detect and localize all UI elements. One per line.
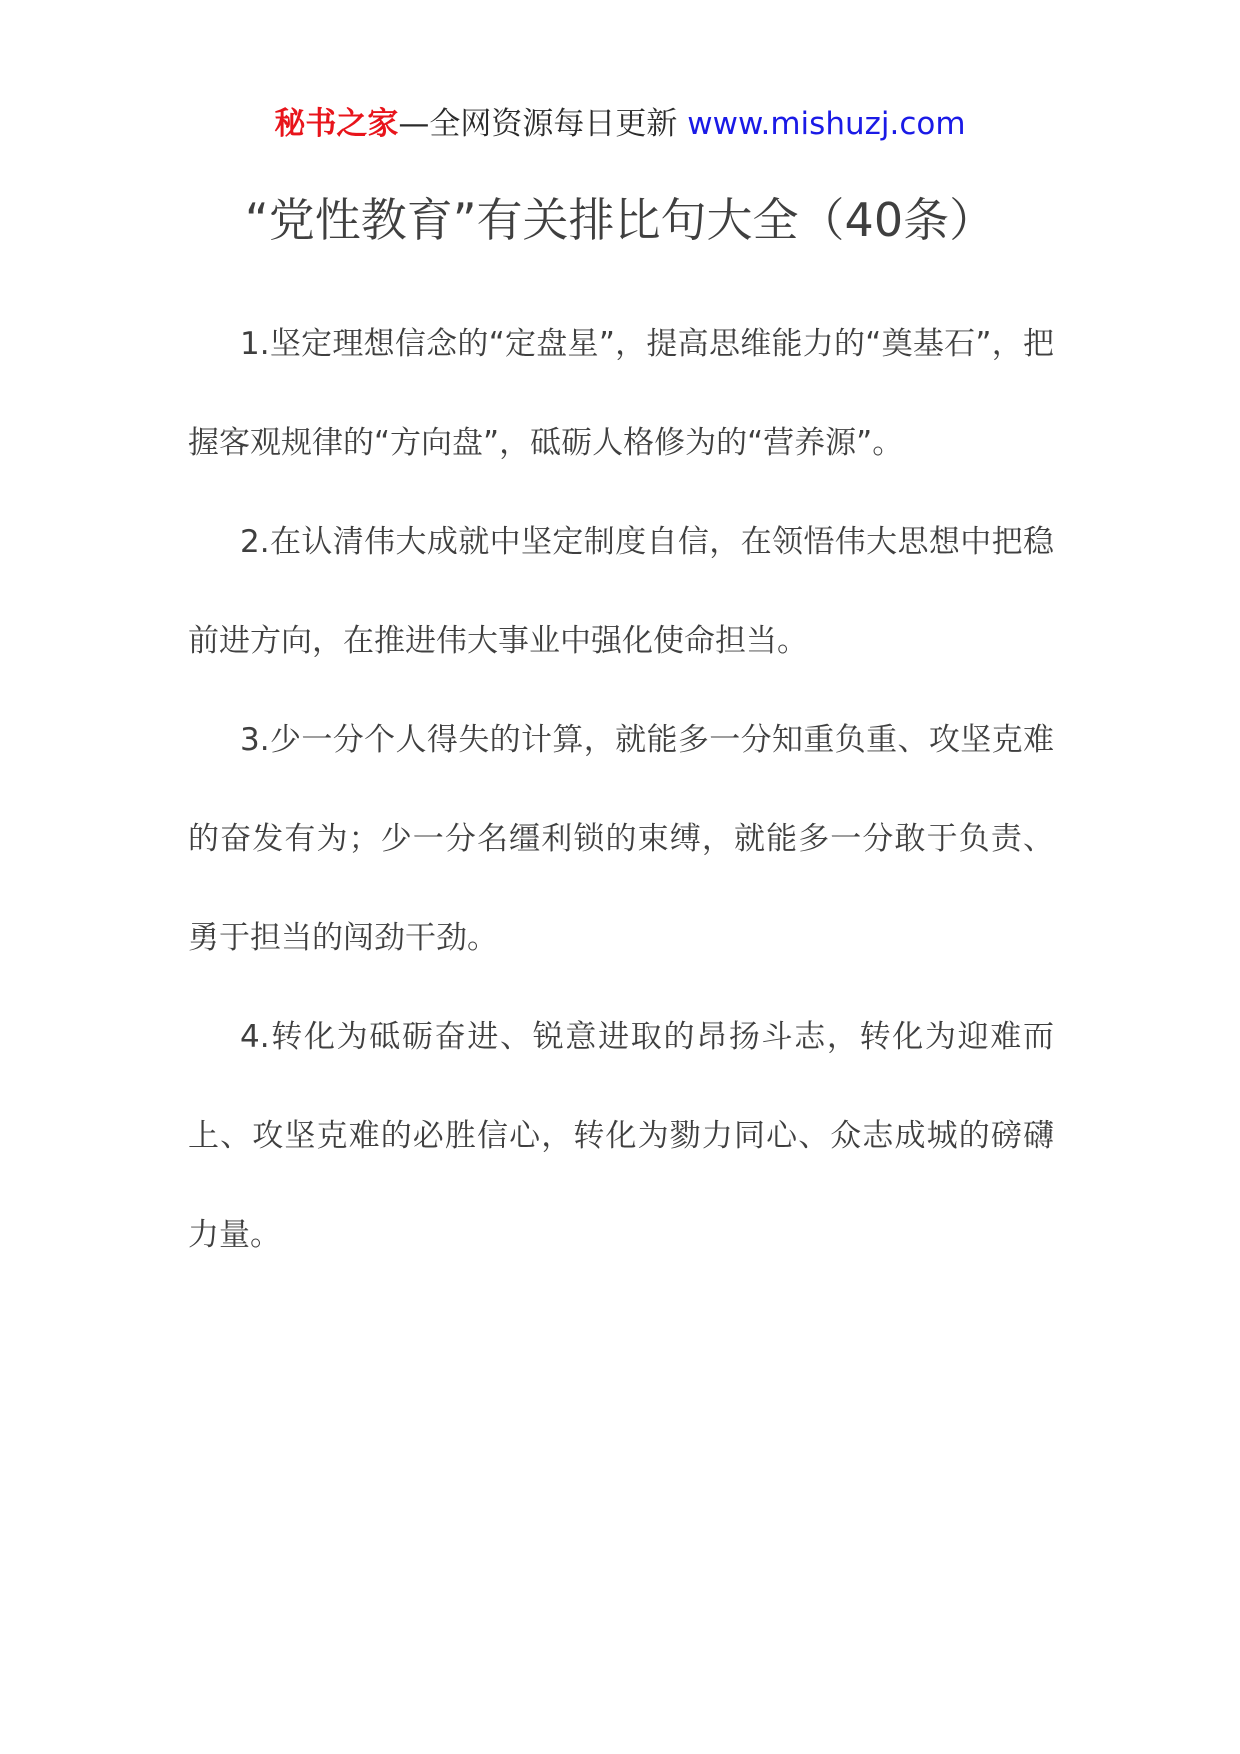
document-title: “党性教育”有关排比句大全（40条） xyxy=(244,193,996,247)
paragraph-1: 1.坚定理想信念的“定盘星”，提高思维能力的“奠基石”，把握客观规律的“方向盘”，砥砺人格修为的“营养源”。 xyxy=(188,326,1054,461)
brand-name: 秘书之家 xyxy=(274,106,399,142)
site-url-link[interactable]: www.mishuzj.com xyxy=(687,106,966,142)
paragraph-3: 3.少一分个人得失的计算，就能多一分知重负重、攻坚克难的奋发有为；少一分名缰利锁的束缚，就能多一分敢于负责、勇于担当的闯劲干劲。 xyxy=(188,722,1054,956)
paragraph-2: 2.在认清伟大成就中坚定制度自信，在领悟伟大思想中把稳前进方向，在推进伟大事业中强化使命担当。 xyxy=(188,524,1054,659)
site-slogan: —全网资源每日更新 xyxy=(398,106,688,142)
site-header xyxy=(0,100,1240,148)
document-body xyxy=(188,295,1054,1285)
paragraph-4: 4.转化为砥砺奋进、锐意进取的昂扬斗志，转化为迎难而上、攻坚克难的必胜信心，转化为勠力同心、众志成城的磅礴力量。 xyxy=(188,1019,1054,1253)
